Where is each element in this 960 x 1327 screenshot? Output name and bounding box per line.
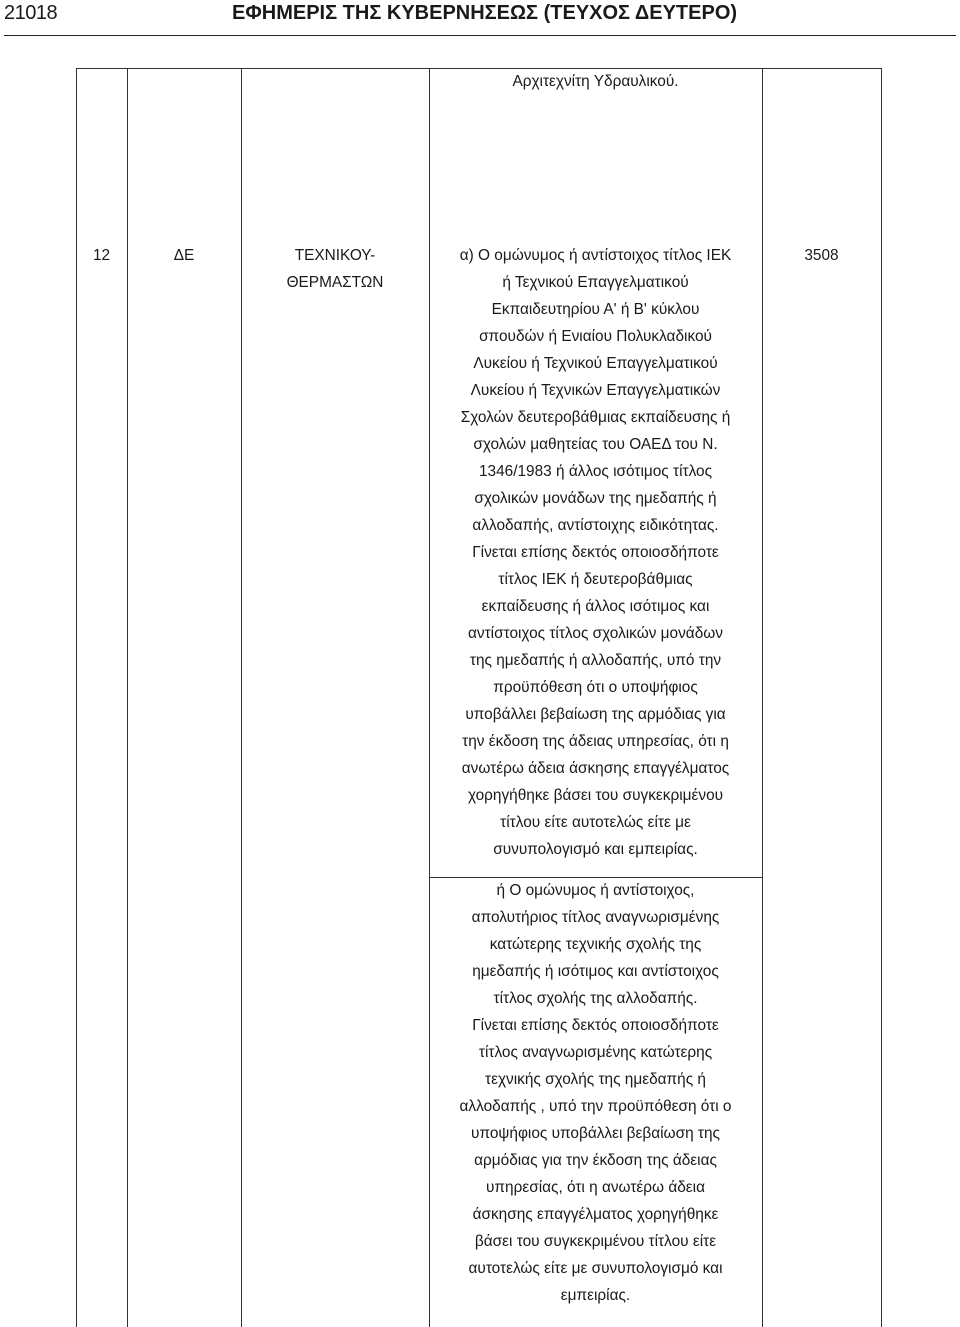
table-border-right xyxy=(881,68,882,1327)
header-rule xyxy=(4,35,956,36)
top-text: Αρχιτεχνίτη Υδραυλικού. xyxy=(512,73,679,90)
row-code: 3508 xyxy=(804,247,839,264)
row-specialty: ΤΕΧΝΙΚΟΥ- ΘΕΡΜΑΣΤΩΝ xyxy=(286,247,384,291)
gazette-title: ΕΦΗΜΕΡΙΣ ΤΗΣ ΚΥΒΕΡΝΗΣΕΩΣ (ΤΕΥΧΟΣ ΔΕΥΤΕΡΟ) xyxy=(232,2,738,24)
row-category: ΔΕ xyxy=(173,247,195,264)
qualification-b: ή Ο ομώνυμος ή αντίστοιχος, απολυτήριος τίτλος αναγνωρισμένης κατώτερης τεχνικής σχολής της ημεδαπής ή ισότιμος και αντίστοιχος τίτλος σχολής της αλλοδαπής. Γίνεται επίσης δεκτός οποιοσδήποτε τίτλος αναγνωρισμένης κατώτερης τεχνικής σχολής της ημεδαπής ή αλλοδαπής , υπό την προϋπόθεση ότι ο υποψήφιος υποβάλλει βεβαίωση της αρμόδιας για την έκδοση της άδειας υπηρεσίας, ότι η ανωτέρω άδεια άσκησης επαγγέλματος χορηγήθηκε βάσει του συγκεκριμένου τίτλου είτε αυτοτελώς είτε με συνυπολογισμό και εμπειρίας. xyxy=(459,882,732,1304)
qualification-a: α) Ο ομώνυμος ή αντίστοιχος τίτλος ΙΕΚ ή Τεχνικού Επαγγελματικού Εκπαιδευτηρίου Α' ή Β' κύκλου σπουδών ή Ενιαίου Πολυκλαδικού Λυκείου ή Τεχνικού Επαγγελματικού Λυκείου ή Τεχνικών Επαγγελματικών Σχολών δευτεροβάθμιας εκπαίδευσης ή σχολών μαθητείας του ΟΑΕΔ του Ν. 1346/1983 ή άλλος ισότιμος τίτλος σχολικών μονάδων της ημεδαπής ή αλλοδαπής, αντίστοιχης ειδικότητας. Γίνεται επίσης δεκτός οποιοσδήποτε τίτλος ΙΕΚ ή δευτεροβάθμιας εκπαίδευσης ή άλλος ισότιμος και αντίστοιχος τίτλος σχολικών μονάδων της ημεδαπής ή αλλοδαπής, υπό την προϋπόθεση ότι ο υποψήφιος υποβάλλει βεβαίωση της αρμόδιας για την έκδοση της άδειας υπηρεσίας, ότι η ανωτέρω άδεια άσκησης επαγγέλματος χορηγήθηκε βάσει του συγκεκριμένου τίτλου είτε αυτοτελώς είτε με συνυπολογισμό και εμπειρίας. xyxy=(459,247,732,858)
page-header xyxy=(0,0,960,40)
row-number: 12 xyxy=(92,247,111,264)
page-number: 21018 xyxy=(4,2,58,24)
